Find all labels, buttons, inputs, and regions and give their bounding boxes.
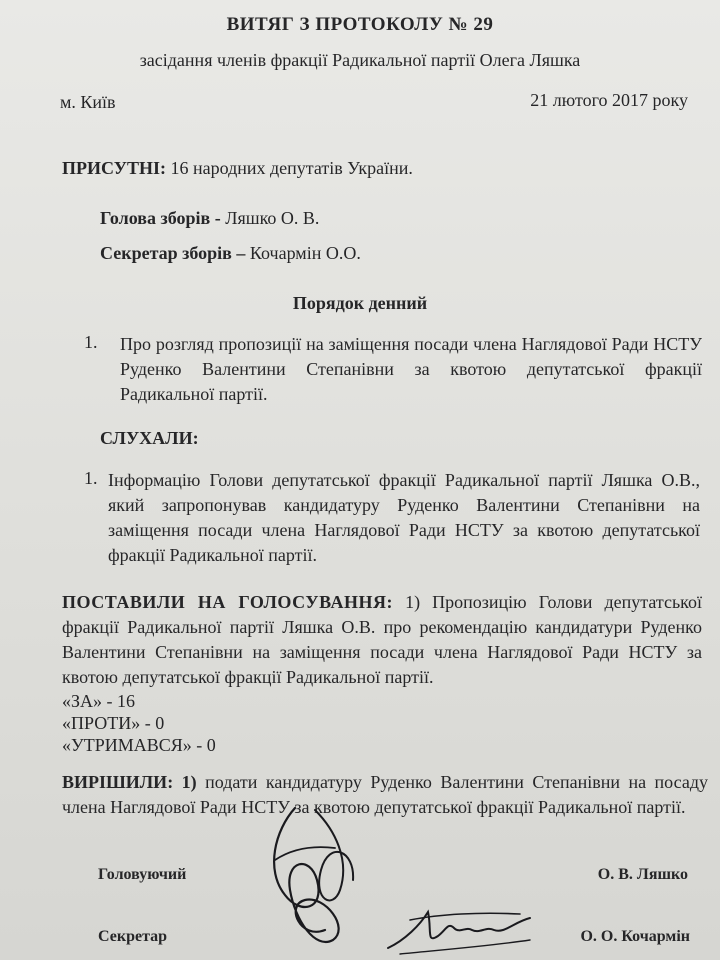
vote-paragraph [62,590,702,690]
agenda-heading: Порядок денний [292,293,428,313]
decision-label: ВИРІШИЛИ: 1) [62,772,197,792]
present-text: 16 народних депутатів України. [165,158,413,178]
vote-label: ПОСТАВИЛИ НА ГОЛОСУВАННЯ: [62,592,393,612]
heard-heading: СЛУХАЛИ: [100,428,199,448]
secretary-signature-name: О. О. Кочармін [580,928,690,945]
heard-item-text: Інформацію Голови депутатської фракції Радикальної партії Ляшка О.В., який запропонував кандидатуру Руденко Валентини Степанівни на заміщення посади члена Наглядової Ради НСТУ за квотою депутатської фракції Радикальної партії. [108,470,700,565]
present-label: ПРИСУТНІ: [62,158,166,178]
vote-text: 1) Пропозицію Голови депутатської фракції Радикальної партії Ляшка О.В. про рекомендацію кандидатури Руденко Валентини Степанівни на заміщення посади члена Наглядової Ради НСТУ за квотою депутатської фракції Радикальної партії. [62,592,702,687]
secretary-label: Секретар зборів – [100,243,246,263]
chair-name: Ляшко О. В. [220,208,320,228]
chair-signature-name: О. В. Ляшко [597,866,688,883]
secretary-signature-role: Секретар [98,928,168,945]
city-label: м. Київ [60,92,116,112]
document-subtitle: засідання членів фракції Радикальної партії Олега Ляшка [139,50,581,70]
secretary-line [100,243,361,264]
heard-item-number: 1. [84,468,98,488]
secretary-name: Кочармін О.О. [245,243,361,263]
document-date: 21 лютого 2017 року [530,90,688,110]
secretary-signature-image [380,900,540,960]
document-title: ВИТЯГ З ПРОТОКОЛУ № 29 [226,14,494,35]
agenda-item-text: Про розгляд пропозиції на заміщення посади члена Наглядової Ради НСТУ Руденко Валентини Степанівни за квотою депутатської фракції Радикальної партії. [120,334,702,404]
present-line [62,158,413,179]
chair-label: Голова зборів - [100,208,221,228]
chair-signature-role: Головуючий [98,866,187,883]
tally-abstained: «УТРИМАВСЯ» - 0 [62,735,216,755]
vote-tally [62,690,216,756]
agenda-item-number: 1. [84,332,98,352]
tally-against: «ПРОТИ» - 0 [62,713,165,733]
tally-for: «ЗА» - 16 [62,691,136,711]
chair-signature-image [255,800,375,960]
decision-paragraph [62,770,708,820]
decision-text: подати кандидатуру Руденко Валентини Степанівни на посаду члена Наглядової Ради НСТУ за квотою депутатської фракції Радикальної партії. [62,772,708,817]
chair-line [100,208,319,229]
